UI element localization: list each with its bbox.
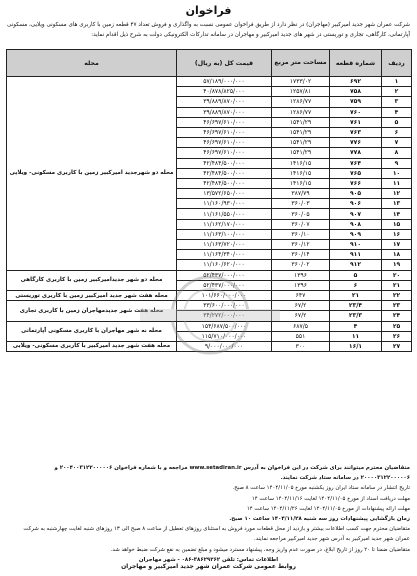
cell-row-number: ۱۶ [382,229,412,239]
cell-area: ۱۳۹۶ [272,270,330,280]
notes-section [7,463,410,565]
cell-price: ۳۴/۲۷۲/۰۰۰/۰۰۰ [177,311,272,321]
header-area: مساحت متر مربع [272,50,330,77]
cell-row-number: ۱۴ [382,209,412,219]
cell-location-group: محله نه شهر مهاجران با کاربری مسکونی آپارتمانی [7,321,177,341]
cell-parcel: ۵ [330,270,382,280]
cell-row-number: ۲۰ [382,270,412,280]
cell-price: ۱۰۱/۶۶۰/۰۰۰/۰۰۰ [177,290,272,300]
cell-row-number: ۲۵ [382,321,412,331]
cell-price: ۱۳/۵۷۲/۶۵۰/۰۰۰ [177,189,272,199]
note-line: تاریخ انتشار در سامانه ستاد ایران روز یکشنبه مورخ ۱۴۰۴/۱۱/۰۵ ساعت ۸ صبح. [232,485,410,492]
cell-price: ۱۱/۱۶۲/۱۷۰/۰۰۰ [177,219,272,229]
cell-area: ۱۴۱۶/۱۵ [272,178,330,188]
cell-price: ۱۱/۱۶۳/۱۰۰/۰۰۰ [177,229,272,239]
cell-price: ۳۹/۸۸۹/۸۷۰/۰۰۰ [177,107,272,117]
cell-row-number: ۱۲ [382,189,412,199]
cell-row-number: ۱۹ [382,260,412,270]
cell-parcel: ۷۶۱ [330,117,382,127]
cell-parcel: ۷۶۵ [330,168,382,178]
cell-row-number: ۱۱ [382,178,412,188]
cell-parcel: ۷۵۸ [330,87,382,97]
cell-row-number: ۱۸ [382,250,412,260]
cell-price: ۱۱/۱۶۱/۵۵۰/۰۰۰ [177,209,272,219]
cell-parcel: ۷۷۶ [330,138,382,148]
cell-location-group: محله هفت شهر جدیدمهاجران زمین با کاربری تجاری [7,301,177,321]
cell-parcel: ۱۱ [330,331,382,341]
cell-row-number: ۱۷ [382,240,412,250]
cell-area: ۳۶۰/۰۳ [272,199,330,209]
table-header-row [7,50,412,77]
intro-paragraph: شرکت عمران شهر جدید امیرکبیر (مهاجران) در نظر دارد از طریق فراخوان عمومی نسبت به واگذاری و فروش تعداد ۴۷ قطعه زمین با کاربری های مسکونی ویلایی، مسکونی آپارتمانی، کارگاهی، تجاری و توریستی در شهر های جدید امیرکبیر و مهاجران در سامانه تدارکات الکترونیکی دولت به شرح ذیل اقدام نماید: [7,22,410,38]
cell-area: ۳۸۷/۷۹ [272,189,330,199]
cell-area: ۱۲۸۶/۷۷ [272,97,330,107]
parcels-table [6,49,412,352]
cell-price: ۴۲/۴۸۴/۵۰۰/۰۰۰ [177,178,272,188]
cell-price: ۱۵۴/۶۸۷/۵۰۰/۰۰۰ [177,321,272,331]
cell-area: ۱۵۴۱/۲۹ [272,127,330,137]
cell-row-number: ۴ [382,107,412,117]
cell-price: ۴۶/۶۹۷/۶۱۰/۰۰۰ [177,138,272,148]
cell-parcel: ۹۰۸ [330,219,382,229]
cell-row-number: ۲۷ [382,341,412,351]
cell-parcel: ۶۹۲ [330,77,382,87]
cell-price: ۴۶/۶۹۷/۶۱۰/۰۰۰ [177,148,272,158]
note-line: مهلت دریافت اسناد از مورخ ۱۴۰۴/۱۱/۰۵ لغایت ۱۴۰۴/۱۱/۱۶ ساعت ۱۴ [251,495,410,502]
cell-row-number: ۹ [382,158,412,168]
cell-parcel: ۲۳/۴ [330,301,382,311]
cell-area: ۳۶۰/۰۷ [272,219,330,229]
table-row [7,341,412,351]
cell-area: ۳۰۰ [272,341,330,351]
note-line: متقاضیان ضمنا تا ۲۰ روز از تاریخ ابلاغ، در صورت عدم واریز وجه، پیشنهاد مسترد میشود و مبلغ تضمین به نفع شرکت ضبط خواهد شد. [110,546,410,553]
cell-location-group: محله هفت شهر جدید امیرکبیر زمین با کاربری توریستی [7,290,177,300]
note-line: زمان بازگشایی پیشنهادات روز سه شنبه ۱۴۰۴/۱۱/۲۸ ساعت ۱۰ صبح. [229,516,410,523]
cell-parcel: ۹۱۲ [330,260,382,270]
cell-parcel: ۹۱۰ [330,240,382,250]
cell-area: ۱۲۸۶/۷۷ [272,107,330,117]
cell-price: ۹/۰۰۰/۰۰۰/۰۰۰ [177,341,272,351]
cell-area: ۱۵۴۱/۲۹ [272,148,330,158]
table-row [7,290,412,300]
cell-parcel: ۷۶۳ [330,127,382,137]
cell-location-group: محله دو شهرجدید امیرکبیر زمین با کاربری مسکونی- ویلایی [7,77,177,271]
cell-area: ۵۵۱ [272,331,330,341]
cell-area: ۳۶۰/۱۴ [272,250,330,260]
cell-parcel: ۹۱۱ [330,250,382,260]
cell-area: ۱۵۴۱/۲۹ [272,138,330,148]
cell-area: ۳۶۰/۱۲ [272,240,330,250]
cell-price: ۳۹/۸۸۹/۸۷۰/۰۰۰ [177,97,272,107]
cell-parcel: ۹۰۷ [330,209,382,219]
cell-price: ۵۲/۴۳۷/۰۰۰/۰۰۰ [177,280,272,290]
cell-row-number: ۱۰ [382,168,412,178]
cell-row-number: ۸ [382,148,412,158]
cell-area: ۱۵۴۱/۲۹ [272,117,330,127]
note-line: مهلت ارائه پیشنهادات از مورخ ۱۴۰۴/۱۱/۰۵ لغایت ۱۴۰۴/۱۱/۲۶ ساعت ۱۴ [246,505,410,512]
cell-location-group: محله هفت شهر جدید امیرکبیر با کاربری مسکونی- ویلایی [7,341,177,351]
table-row [7,77,412,87]
cell-area: ۱۴۱۶/۱۵ [272,168,330,178]
table-row [7,270,412,280]
cell-parcel: ۶ [330,280,382,290]
cell-price: ۱۱/۱۶۰/۶۲۰/۰۰۰ [177,260,272,270]
cell-price: ۵۲/۴۳۷/۰۰۰/۰۰۰ [177,270,272,280]
cell-price: ۳۳/۶۰۰/۰۰۰/۰۰۰ [177,301,272,311]
cell-row-number: ۲۲ [382,290,412,300]
cell-row-number: ۲۱ [382,280,412,290]
cell-parcel: ۷۵۹ [330,97,382,107]
cell-price: ۱۱/۱۶۰/۹۳۰/۰۰۰ [177,199,272,209]
table-row [7,321,412,331]
cell-area: ۱۴۱۶/۱۵ [272,158,330,168]
contact-info: اطلاعات تماس: تلفن ۳۸۶۲۹۲۶۲-۰۸۶ - شهر مهاجران [138,556,279,563]
cell-price: ۱۱/۱۶۴/۳۴۰/۰۰۰ [177,250,272,260]
header-location: محله [7,50,177,77]
note-line: متقاضیان محترم میتوانند برای شرکت در این فراخوان به آدرس www.setadiran.ir مراجعه و با شماره فراخوان ۲۰۰۴۰۰۳۱۲۲۰۰۰۰۰۶ و ۲۰۰۰۰۳۱۲۲۰۰۰۰۰۶ در سامانه ستاد شرکت نمایند. [54,465,410,482]
cell-parcel: ۲۱ [330,290,382,300]
note-line: متقاضیان محترم جهت کسب اطلاعات بیشتر و بازدید از محل قطعات مورد فروش به استثنای روزهای تعطیل از ساعت ۸ صبح الی ۱۳ روزهای شنبه لغایت چهارشنبه به شرکت عمران شهر جدید امیرکبیر به آدرس شهر جدید امیرکبیر مراجعه نمایند. [23,526,410,543]
cell-area: ۶۴۷ [272,290,330,300]
cell-parcel: ۹۰۶ [330,199,382,209]
page-title: فراخوان [185,4,232,17]
cell-area: ۳۶۰/۰۲ [272,260,330,270]
cell-area: ۶۷/۲ [272,311,330,321]
cell-parcel: ۷۶۰ [330,107,382,117]
cell-area: ۱۷۳۳/۰۲ [272,77,330,87]
cell-price: ۴۰/۸۷۸/۸۲۵/۰۰۰ [177,87,272,97]
cell-row-number: ۱۳ [382,199,412,209]
cell-price: ۴۲/۴۸۴/۵۰۰/۰۰۰ [177,158,272,168]
cell-price: ۱۱/۱۶۳/۷۲۰/۰۰۰ [177,240,272,250]
cell-area: ۳۶۰/۰۵ [272,209,330,219]
header-row-number: ردیف [382,50,412,77]
cell-parcel: ۱۶/۱ [330,341,382,351]
cell-parcel: ۴ [330,321,382,331]
cell-price: ۴۲/۴۸۴/۵۰۰/۰۰۰ [177,168,272,178]
cell-area: ۳۶۰/۱۰ [272,229,330,239]
cell-row-number: ۵ [382,117,412,127]
header-price: قیمت کل (به ریال) [177,50,272,77]
cell-price: ۵۷/۱۸۹/۰۰۰/۰۰۰ [177,77,272,87]
cell-parcel: ۷۶۴ [330,158,382,168]
cell-area: ۶۷/۲ [272,301,330,311]
cell-area: ۱۲۵۷/۸۱ [272,87,330,97]
cell-location-group: محله دو شهر جدیدامیرکبیر زمین با کاربری کارگاهی [7,270,177,290]
cell-area: ۶۸۷/۵ [272,321,330,331]
cell-row-number: ۲۳ [382,301,412,311]
cell-parcel: ۷۷۸ [330,148,382,158]
cell-row-number: ۲ [382,87,412,97]
cell-row-number: ۷ [382,138,412,148]
cell-row-number: ۱ [382,77,412,87]
cell-price: ۴۶/۶۹۷/۶۱۰/۰۰۰ [177,127,272,137]
footer-signature: روابط عمومی شرکت عمران شهر جدید امیرکبیر و مهاجران [121,563,296,570]
table-row [7,301,412,311]
cell-price: ۴۶/۶۹۷/۶۱۰/۰۰۰ [177,117,272,127]
cell-row-number: ۱۵ [382,219,412,229]
cell-row-number: ۳ [382,97,412,107]
cell-parcel: ۹۰۹ [330,229,382,239]
cell-row-number: ۲۶ [382,331,412,341]
cell-parcel: ۷۶۶ [330,178,382,188]
header-parcel: شماره قطعه [330,50,382,77]
cell-price: ۱۱۵/۷۱۰/۰۰۰/۰۰۰ [177,331,272,341]
cell-row-number: ۲۴ [382,311,412,321]
cell-row-number: ۶ [382,127,412,137]
cell-parcel: ۲۳/۳ [330,311,382,321]
cell-area: ۱۳۹۶ [272,280,330,290]
cell-parcel: ۹۰۵ [330,189,382,199]
